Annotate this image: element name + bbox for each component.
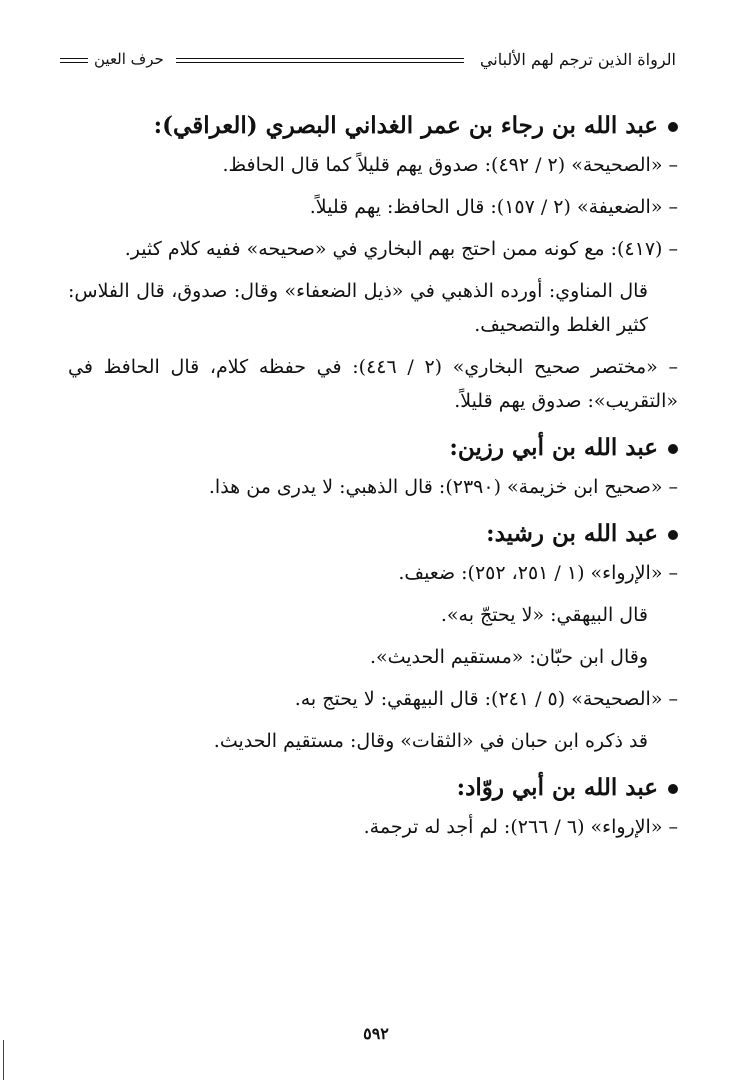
entry-title — [68, 426, 678, 470]
entry-name: عبد الله بن أبي رزين: — [449, 434, 658, 461]
entry-name: عبد الله بن رجاء بن عمر الغداني البصري (العراقي): — [153, 112, 658, 139]
entry-title — [68, 512, 678, 556]
entry-line: – (٤١٧): مع كونه ممن احتج بهم البخاري في «صحيحه» ففيه كلام كثير. — [124, 238, 678, 260]
bullet-icon — [668, 784, 678, 794]
entry-line: وقال ابن حبّان: «مستقيم الحديث». — [369, 646, 648, 668]
entry-name: عبد الله بن رشيد: — [486, 520, 658, 547]
entry-line: – «الضعيفة» (٢ / ١٥٧): قال الحافظ: يهم قليلاً. — [309, 196, 678, 218]
entry-line: قال البيهقي: «لا يحتجّ به». — [440, 604, 648, 626]
entry-line: – «الصحيحة» (٢ / ٤٩٢): صدوق يهم قليلاً كما قال الحافظ. — [222, 154, 678, 176]
bullet-icon — [668, 122, 678, 132]
section-title: حرف العين — [94, 50, 164, 68]
entry-title — [68, 766, 678, 810]
entry-line: قد ذكره ابن حبان في «الثقات» وقال: مستقيم الحديث. — [213, 730, 648, 752]
header-double-rule-short — [60, 58, 88, 63]
entry-line: – «الصحيحة» (٥ / ٢٤١): قال البيهقي: لا يحتج به. — [294, 688, 678, 710]
entry-line: – «صحيح ابن خزيمة» (٢٣٩٠): قال الذهبي: لا يدرى من هذا. — [208, 476, 678, 498]
page-header — [60, 44, 676, 74]
entry-line: – «الإرواء» (٦ / ٢٦٦): لم أجد له ترجمة. — [363, 816, 678, 838]
entry-name: عبد الله بن أبي روّاد: — [456, 774, 658, 801]
entry-line: قال المناوي: أورده الذهبي في «ذيل الضعفاء» وقال: صدوق، قال الفلاس: كثير الغلط والتصحيف. — [68, 280, 648, 336]
page-number: ٥٩٢ — [363, 1024, 389, 1043]
header-double-rule — [176, 58, 464, 63]
entry-title — [68, 104, 678, 148]
page-content — [68, 104, 678, 852]
running-title: الرواة الذين ترجم لهم الألباني — [479, 50, 676, 69]
bullet-icon — [668, 444, 678, 454]
entry-line: – «الإرواء» (١ / ٢٥١، ٢٥٢): ضعيف. — [398, 562, 678, 584]
scan-margin-mark — [3, 1040, 4, 1080]
bullet-icon — [668, 530, 678, 540]
entry-line: – «مختصر صحيح البخاري» (٢ / ٤٤٦): في حفظه كلام، قال الحافظ في «التقريب»: صدوق يهم قليلاً. — [68, 356, 678, 412]
